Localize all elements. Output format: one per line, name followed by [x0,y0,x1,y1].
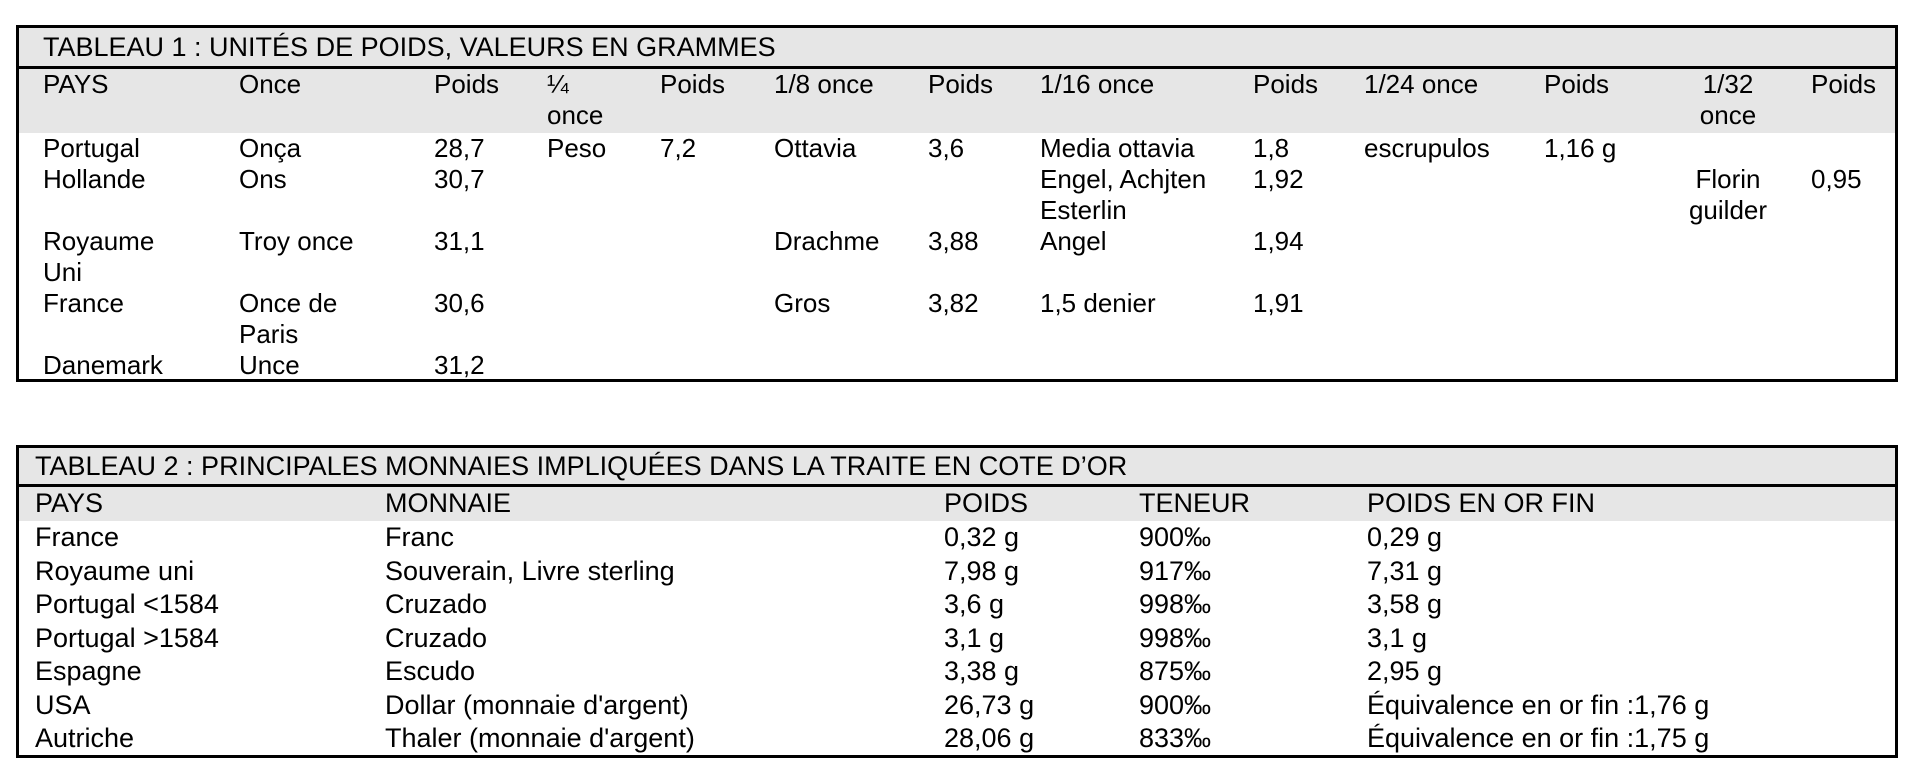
header-pays: PAYS [43,69,109,99]
table-cell: Onça [239,133,302,163]
table-cell: 31,1 [434,226,485,256]
table-cell: 0,95 [1811,164,1862,194]
table-cell: 998‰ [1139,622,1212,653]
table-cell: Royaume Uni [43,226,155,287]
table-cell: Espagne [35,656,142,686]
table-cell: 1,8 [1253,133,1290,163]
table-cell: Gros [774,288,831,318]
table-cell: Équivalence en or fin :1,76 g [1367,689,1710,720]
table-cell: Cruzado [385,589,488,619]
table-cell: 7,2 [660,133,697,163]
header-vingtquatrieme-once: 1/24 once [1364,69,1479,99]
table2-title: TABLEAU 2 : PRINCIPALES MONNAIES IMPLIQUÉES DANS LA TRAITE EN COTE D’OR [19,448,1895,487]
table2-header-row [19,487,1895,521]
header-poids: Poids [434,69,500,99]
table-cell: 917‰ [1139,555,1212,586]
header-once: Once [239,69,302,99]
table-cell: Danemark [43,350,163,380]
table-cell: France [35,522,120,552]
table-cell: 900‰ [1139,522,1212,552]
header-seizieme-once: 1/16 once [1040,69,1155,99]
table-cell: 31,2 [434,350,485,380]
table-cell: 3,58 g [1367,589,1443,619]
table-cell: 28,06 g [944,723,1035,753]
table-cell: 900‰ [1139,689,1212,720]
header-quart-once: ¼ once [547,69,604,130]
table-cell: 998‰ [1139,589,1212,619]
table-cell: Portugal >1584 [35,622,219,653]
table-cell: 26,73 g [944,689,1035,720]
table-cell: 7,31 g [1367,555,1443,586]
table-cell: Souverain, Livre sterling [385,555,675,586]
header-poids-vingtquatrieme: Poids [1544,69,1610,99]
table-cell: 1,16 g [1544,133,1617,163]
table-cell: Media ottavia [1040,133,1195,163]
table-cell: Royaume uni [35,555,195,586]
header-poids: POIDS [944,488,1029,518]
table-cell: USA [35,689,91,720]
table-cell: 1,94 [1253,226,1304,256]
table-cell: escrupulos [1364,133,1490,163]
table2-body [19,521,1895,757]
table-cell: 3,1 g [944,622,1005,653]
table-cell: 2,95 g [1367,656,1443,686]
table-cell: Thaler (monnaie d'argent) [385,723,695,753]
header-teneur: TENEUR [1139,488,1251,518]
table-cell: Drachme [774,226,880,256]
table-cell: 875‰ [1139,656,1212,686]
table-cell: Peso [547,133,607,163]
table-cell: France [43,288,124,318]
header-pays: PAYS [35,488,104,518]
table-cell: 3,82 [928,288,979,318]
table-cell: 7,98 g [944,555,1020,586]
header-poids-seizieme: Poids [1253,69,1319,99]
table1-title: TABLEAU 1 : UNITÉS DE POIDS, VALEURS EN GRAMMES [19,28,1895,69]
header-huitieme-once: 1/8 once [774,69,874,99]
table-cell: Unce [239,350,300,380]
currencies-table [16,445,1898,758]
weight-units-table [16,25,1898,382]
table-cell: Équivalence en or fin :1,75 g [1367,723,1710,753]
table-cell: Once de Paris [239,288,338,349]
table-cell: Ottavia [774,133,857,163]
table-cell: Portugal <1584 [35,589,219,619]
table-cell: 3,6 g [944,589,1005,619]
table-cell: Escudo [385,656,476,686]
header-poids-quart: Poids [660,69,726,99]
table-cell: 30,6 [434,288,485,318]
header-poids-huitieme: Poids [928,69,994,99]
header-poids-trentedeuxieme: Poids [1811,69,1877,99]
table-cell: 1,5 denier [1040,288,1156,318]
table1-header-row [19,69,1895,133]
table-cell: 30,7 [434,164,485,194]
table-cell: Cruzado [385,622,488,653]
table-cell: 0,32 g [944,522,1020,552]
table-cell: Hollande [43,164,146,194]
table-cell: 3,88 [928,226,979,256]
table-cell: Dollar (monnaie d'argent) [385,689,689,720]
table-cell: Florin guilder [1688,164,1768,225]
table-cell: Ons [239,164,287,194]
header-monnaie: MONNAIE [385,488,512,518]
table-cell: Autriche [35,723,135,753]
table-cell: 3,1 g [1367,622,1428,653]
header-trentedeuxieme-once: 1/32 once [1699,69,1757,130]
table-cell: 833‰ [1139,723,1212,753]
table-cell: Portugal [43,133,140,163]
table-cell: 1,92 [1253,164,1304,194]
table-cell: 1,91 [1253,288,1304,318]
table-cell: Engel, Achjten Esterlin [1040,164,1207,225]
table-cell: 28,7 [434,133,485,163]
table-cell: Angel [1040,226,1107,256]
table-cell: Troy once [239,226,354,256]
table-cell: 3,38 g [944,656,1020,686]
table-cell: 0,29 g [1367,522,1443,552]
table-cell: 3,6 [928,133,965,163]
header-poids-or-fin: POIDS EN OR FIN [1367,488,1596,518]
table1-body [19,133,1895,385]
table-cell: Franc [385,522,455,552]
